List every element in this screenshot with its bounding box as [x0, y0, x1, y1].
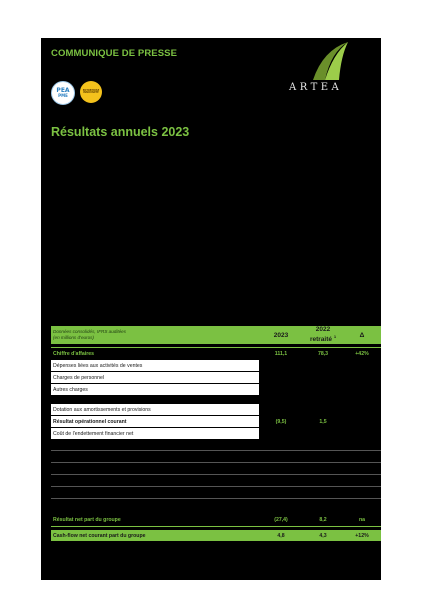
- cashflow-2022: 4,3: [319, 532, 327, 539]
- pea-badge-line1: PEA: [56, 87, 70, 94]
- cost-label: Charges de personnel: [53, 374, 105, 381]
- revenue-2023: 111,1: [274, 350, 288, 357]
- divider: [51, 474, 381, 475]
- table-header-row: [51, 326, 381, 344]
- cashflow-label: Cash-flow net courant part du groupe: [53, 532, 146, 539]
- table-row-cashflow: [51, 530, 381, 541]
- revenue-delta: +42%: [355, 350, 369, 357]
- net-income-2022: 8,2: [319, 516, 327, 523]
- divider: [51, 462, 381, 463]
- header-col-2022-line2: retraité: [309, 336, 332, 344]
- press-release-page: [41, 38, 381, 580]
- net-income-label: Résultat net part du groupe: [53, 516, 121, 523]
- divider: [51, 486, 381, 487]
- table-row: [51, 360, 381, 371]
- table-row-net-income: [51, 514, 381, 525]
- header-label-line1: Données consolidés, IFRS auditées: [53, 329, 127, 334]
- table-row-revenue: [51, 348, 381, 359]
- pea-badge-line2: PME: [58, 93, 68, 98]
- operating-income-2022: 1,5: [319, 418, 327, 425]
- table-row: [51, 404, 381, 415]
- header-label-line2: (en millions d'euros): [53, 335, 94, 340]
- depreciation-label: Dotation aux amortissements et provisions: [53, 406, 151, 413]
- operating-income-label: Résultat opérationnel courant: [53, 418, 127, 425]
- header-col-2023: 2023: [273, 331, 289, 339]
- table-header-label: [53, 329, 126, 341]
- divider: [51, 498, 381, 499]
- cost-label: Autres charges: [53, 386, 88, 393]
- cashflow-2023: 4,8: [277, 532, 285, 539]
- page-title: Résultats annuels 2023: [51, 125, 190, 139]
- innovative-badge-text: ENTREPRISE INNOVANTE: [82, 88, 100, 94]
- empty-cell: [259, 384, 381, 395]
- header-col-2022: [303, 326, 343, 343]
- empty-cell: [259, 404, 381, 415]
- artea-logo-text: ARTEA: [289, 82, 343, 93]
- press-release-heading: COMMUNIQUE DE PRESSE: [51, 48, 178, 59]
- divider: [51, 450, 381, 451]
- debt-cost-label: Coût de l'endettement financier net: [53, 430, 134, 437]
- net-income-2023: (27,4): [274, 516, 288, 523]
- header-col-2022-line1: 2022: [315, 326, 331, 334]
- empty-cell: [259, 360, 381, 371]
- empty-cell: [259, 372, 381, 383]
- header-col-delta: Δ: [359, 331, 365, 339]
- net-income-delta: na: [358, 516, 366, 523]
- cashflow-delta: +12%: [355, 532, 369, 539]
- header-col-2022-footnote: 1: [333, 334, 337, 340]
- divider: [51, 526, 381, 527]
- table-row: [51, 428, 381, 439]
- table-row: [51, 372, 381, 383]
- cost-label: Dépenses liées aux activités de ventes: [53, 362, 143, 369]
- revenue-2022: 78,3: [317, 350, 329, 357]
- revenue-label: Chiffre d'affaires: [53, 350, 95, 357]
- innovative-company-badge-icon: [80, 81, 102, 103]
- table-row: [51, 416, 381, 427]
- empty-cell: [259, 428, 381, 439]
- pea-pme-badge-icon: [51, 81, 75, 105]
- table-row: [51, 384, 381, 395]
- operating-income-2023: (9,5): [275, 418, 287, 425]
